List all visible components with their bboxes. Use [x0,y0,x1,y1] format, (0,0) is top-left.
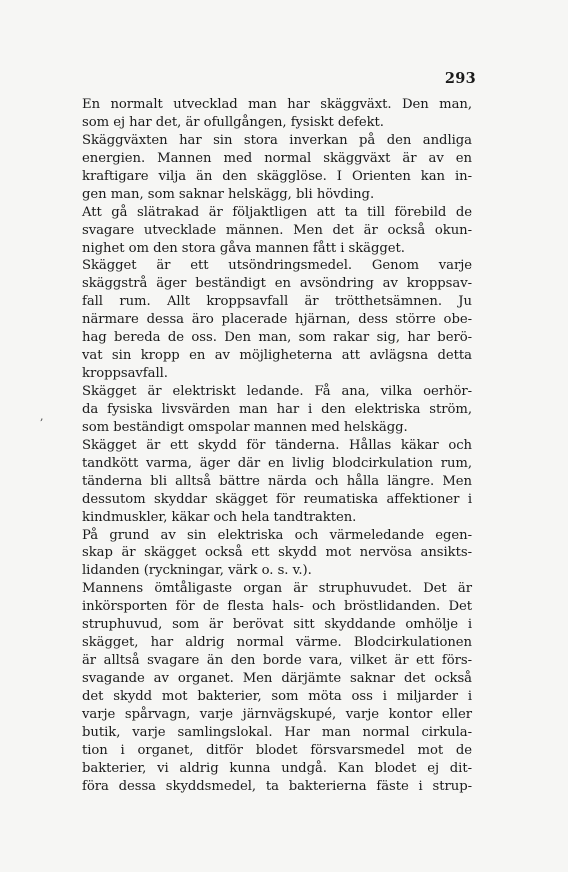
text-line: föra dessa skyddsmedel, ta bakterierna fäste i strup- [82,778,472,794]
text-line: nighet om den stora gåva mannen fått i skägget. [82,240,405,256]
text-line: gen man, som saknar helskägg, bli hövding. [82,186,375,202]
text-line: butik, varje samlingslokal. Har man normal cirkula- [82,724,472,740]
text-line: skap är skägget också ett skydd mot nervösa ansikts- [82,545,472,561]
text-line: kindmuskler, käkar och hela tandtrakten. [82,509,357,525]
text-line: skäggstrå äger beständigt en avsöndring av kroppsav- [82,276,472,292]
text-line: kraftigare vilja än den skägglöse. I Orienten kan in- [82,168,472,184]
margin-mark: , [40,410,44,423]
text-line: hag bereda de oss. Den man, som rakar sig, har berö- [82,330,472,346]
text-line: tion i organet, ditför blodet försvarsmedel mot de [82,742,472,758]
text-line: dessutom skyddar skägget för reumatiska affektioner i [82,491,472,507]
text-line: tänderna bli alltså bättre närda och hålla längre. Men [82,473,472,489]
text-line: Skägget är elektriskt ledande. Få ana, vilka oerhör- [82,384,472,399]
text-line: da fysiska livsvärden man har i den elektriska ström, [82,401,472,417]
text-line: som ej har det, är ofullgången, fysiskt defekt. [82,114,384,130]
text-line: svagande av organet. Men därjämte saknar det också [82,671,472,686]
text-line: vat sin kropp en av möjligheterna att avlägsna detta [82,348,472,364]
text-line: Skägget är ett skydd för tänderna. Hållas käkar och [82,437,472,453]
text-line: Skägget är ett utsöndringsmedel. Genom varje [82,258,472,274]
text-line: svagare utvecklade männen. Men det är också okun- [82,222,472,238]
text-line: är alltså svagare än den borde vara, vilket är ett förs- [82,653,472,669]
text-line: bakterier, vi aldrig kunna undgå. Kan blodet ej dit- [82,760,472,776]
text-line: Mannens ömtåligaste organ är struphuvudet. Det är [82,581,472,597]
text-line: som beständigt omspolar mannen med helskägg. [82,419,408,435]
text-line: struphuvud, som är berövat sitt skyddande omhölje i [82,617,472,633]
text-line: skägget, har aldrig normal värme. Blodcirkulationen [82,635,472,651]
text-line: närmare dessa äro placerade hjärnan, dess större obe- [82,312,472,328]
text-line: det skydd mot bakterier, som möta oss i miljarder i [82,688,472,704]
text-line: På grund av sin elektriska och värmeledande egen- [82,527,472,543]
text-line: Att gå slätrakad är följaktligen att ta till förebild de [82,204,472,220]
text-line: varje spårvagn, varje järnvägskupé, varje kontor eller [82,706,472,722]
text-line: energien. Mannen med normal skäggväxt är av en [82,150,472,166]
text-line: lidanden (ryckningar, värk o. s. v.). [82,563,312,579]
text-line: kroppsavfall. [82,366,168,382]
text-line: Skäggväxten har sin stora inverkan på den andliga [82,132,472,148]
text-line: inkörsporten för de flesta hals- och bröstlidanden. Det [82,599,472,615]
text-line: En normalt utvecklad man har skäggväxt. Den man, [82,97,472,112]
body-text [82,96,472,796]
text-line: tandkött varma, äger där en livlig blodcirkulation rum, [82,455,472,471]
page-number: 293 [444,70,476,87]
text-line: fall rum. Allt kroppsavfall är trötthetsämnen. Ju [82,294,472,310]
